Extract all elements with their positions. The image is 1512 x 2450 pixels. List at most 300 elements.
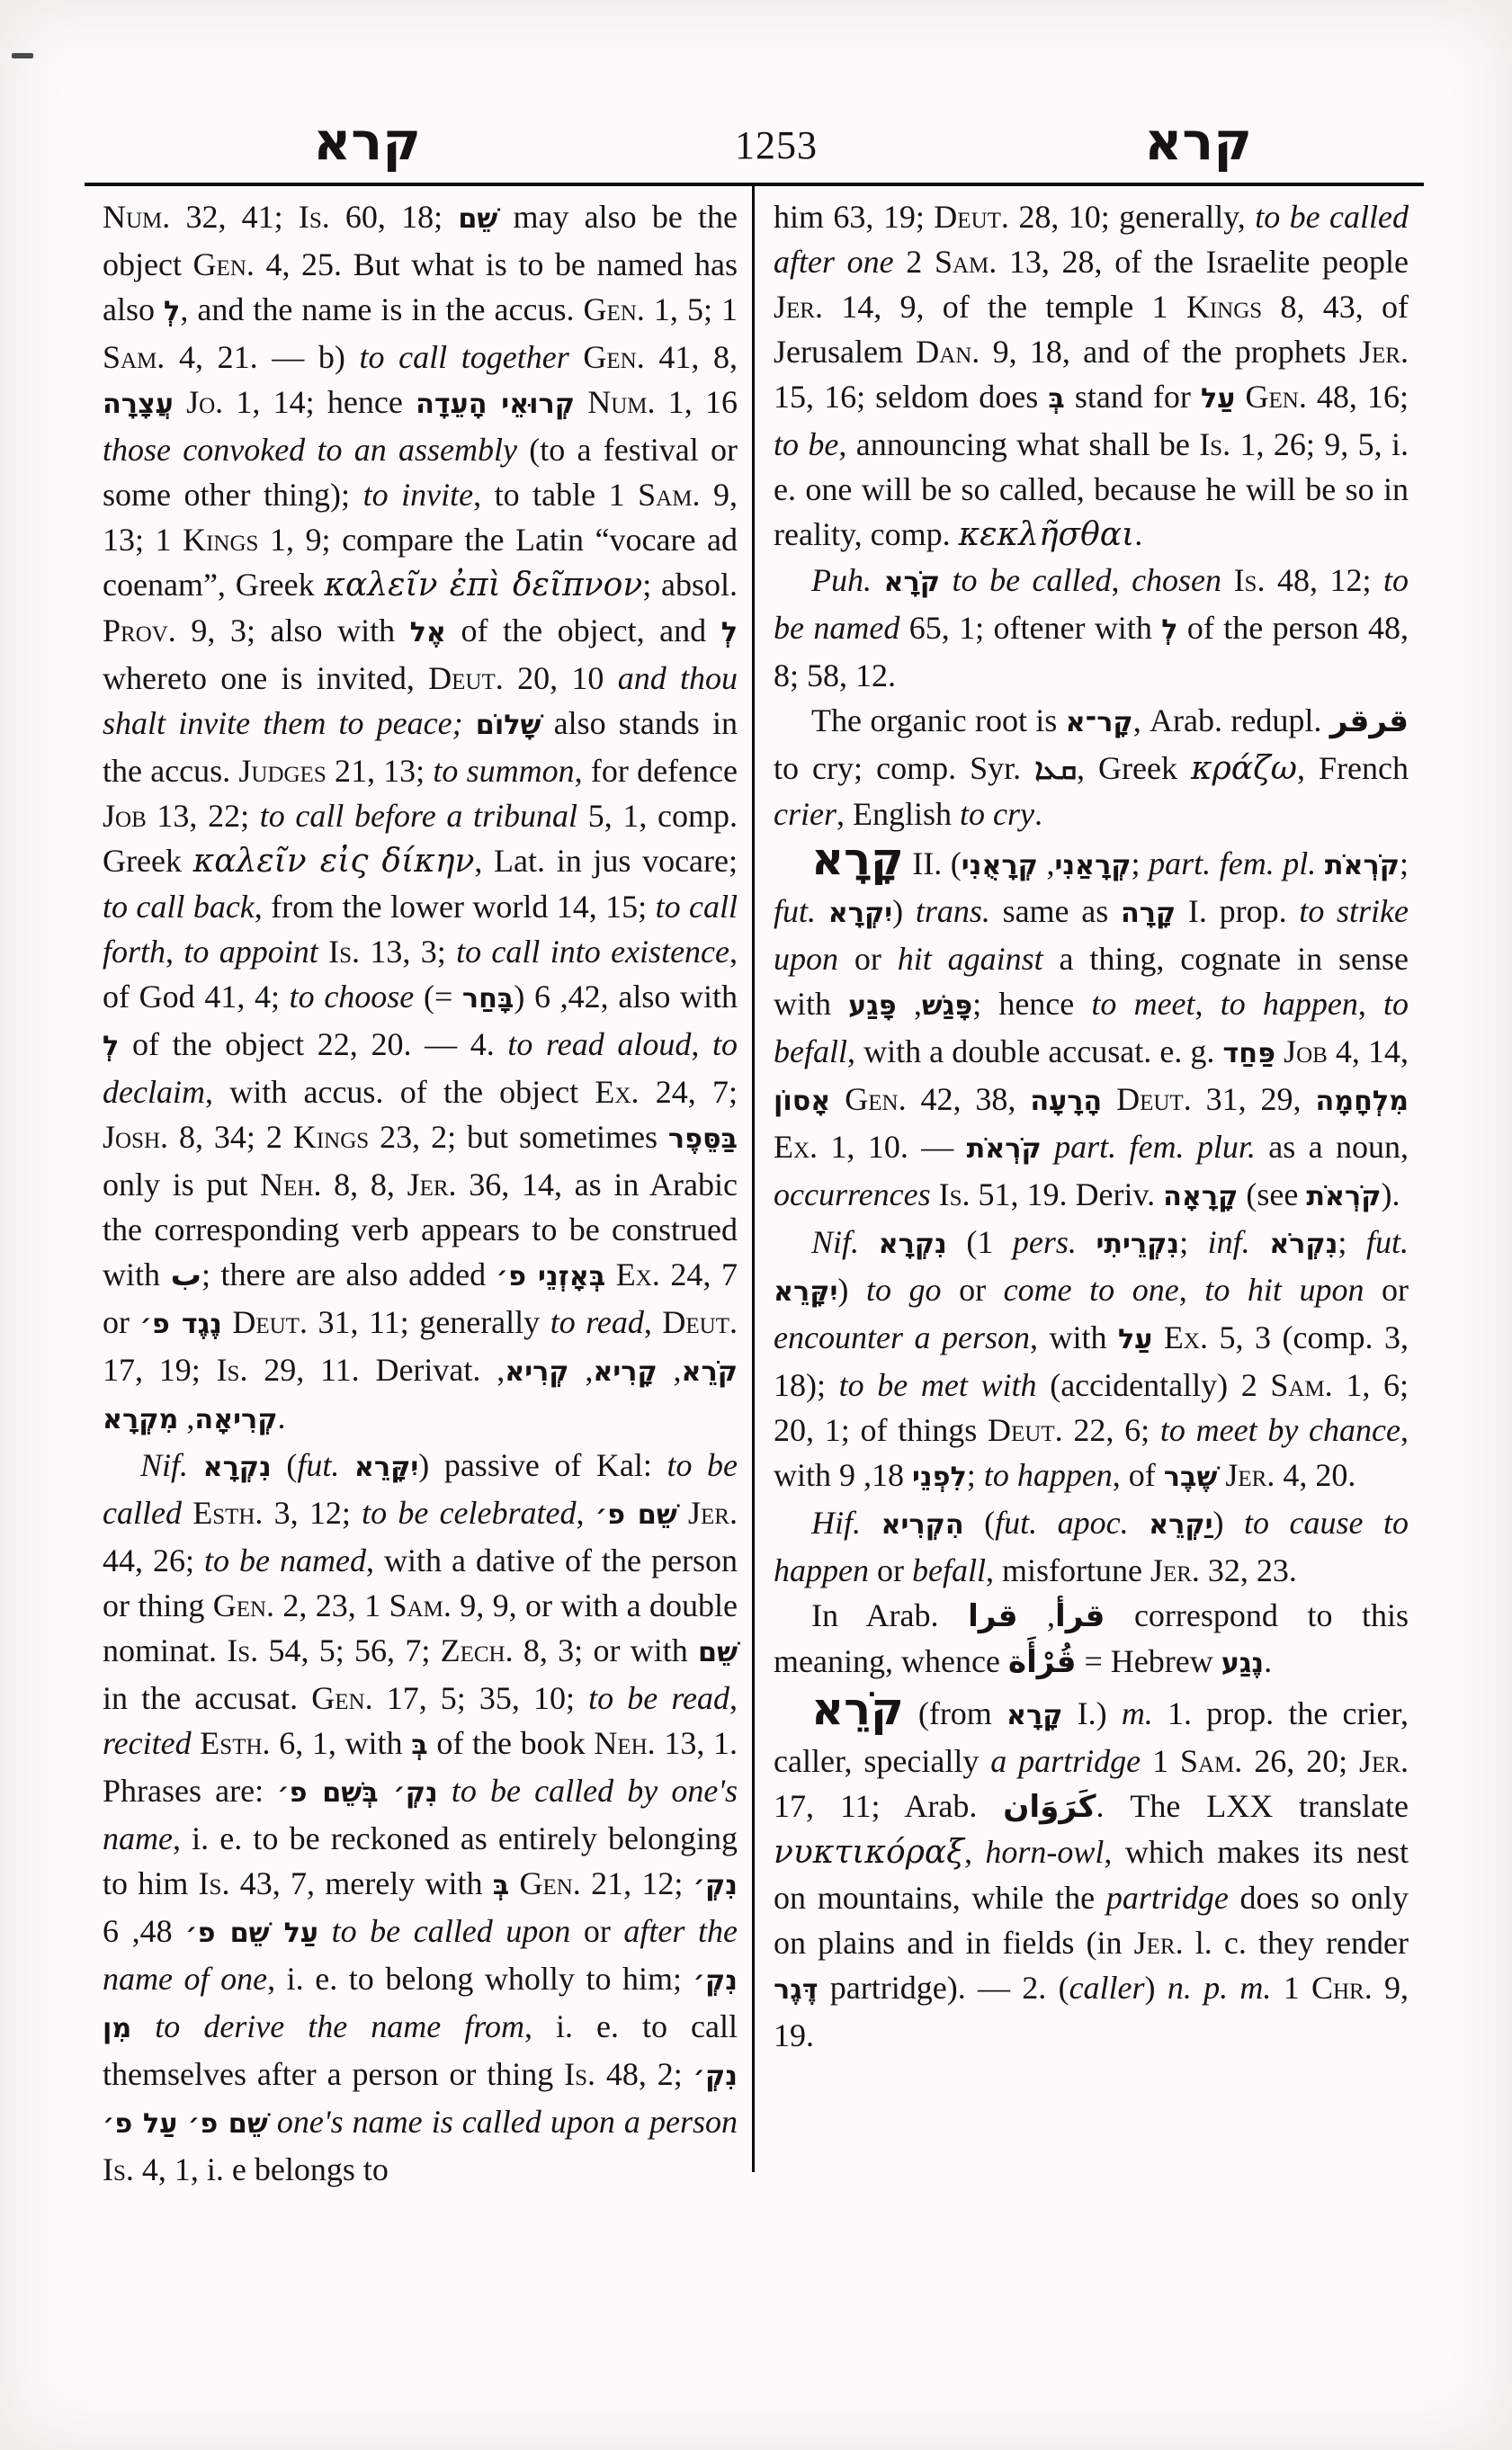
text-run: Is. — [1199, 426, 1231, 462]
text-run: Chr. — [1311, 1970, 1373, 2006]
text-run: Hif. — [811, 1505, 862, 1541]
text-run: قرا — [968, 1598, 1018, 1634]
text-run: קֹרְאֹת — [966, 1133, 1042, 1165]
text-run: Is. — [564, 2056, 595, 2092]
text-run: Gen. — [583, 291, 645, 327]
text-run: to invite — [362, 477, 474, 513]
text-run: Deut. — [232, 1304, 308, 1340]
text-run: , Greek — [1076, 750, 1192, 786]
text-run: ). — [1381, 1176, 1400, 1212]
text-run: קֹרָא — [883, 567, 941, 598]
text-run: same as — [989, 893, 1121, 929]
text-run: 28, 10; generally, — [1008, 199, 1256, 235]
text-run: قرقر — [1329, 703, 1409, 739]
text-run: 22, 6; — [1062, 1412, 1160, 1448]
text-run: עַל — [1118, 1324, 1153, 1355]
paragraph — [774, 1593, 1409, 1686]
text-run: Kings — [183, 522, 259, 558]
text-run — [463, 705, 476, 741]
paragraph — [774, 1500, 1409, 1593]
paragraph — [103, 1443, 738, 2192]
text-run: Neh. — [594, 1725, 656, 1761]
text-run: قُرْأَة — [1007, 1644, 1077, 1680]
text-run: 8, 34; 2 — [168, 1119, 293, 1155]
text-run: 15, 16; seldom does — [774, 379, 1049, 415]
text-run: to befall — [774, 986, 1409, 1069]
text-run: in the accusat. — [103, 1680, 312, 1716]
text-run: בַּסֵּפֶר — [667, 1123, 738, 1155]
text-run: ( — [963, 1505, 996, 1541]
left-column — [103, 194, 738, 2192]
text-run: 5, 1, comp. Greek — [103, 798, 738, 879]
text-run: 44, 26; — [103, 1542, 205, 1578]
text-run: 41, 8, — [644, 339, 738, 375]
text-run: יַקְרֵא — [1149, 1509, 1213, 1541]
text-run: partridge). — 2. ( — [818, 1970, 1069, 2006]
text-run: I.) — [1062, 1695, 1122, 1731]
text-run: (accidentally) 2 — [1036, 1367, 1271, 1403]
text-run: Ex. — [595, 1074, 640, 1110]
text-run: , — [166, 934, 184, 970]
text-run — [569, 339, 584, 375]
text-run: Josh. — [103, 1119, 169, 1155]
text-run: קֹרְאֹת — [1306, 1181, 1382, 1212]
text-run: נִקְרָא — [202, 1452, 272, 1483]
text-run: (see — [1238, 1176, 1307, 1212]
text-run: ; — [1399, 845, 1409, 881]
text-run: נִקְ׳ מִן — [103, 1965, 738, 2044]
text-run: . — [1264, 1643, 1273, 1679]
text-run: Jer. — [1133, 1925, 1184, 1961]
text-run: to read aloud — [507, 1026, 692, 1062]
text-run: Neh. — [260, 1167, 322, 1203]
text-run: Kings — [1185, 289, 1263, 325]
text-run: 4, 20. — [1275, 1457, 1356, 1493]
text-run: נִקְרָא — [878, 1229, 947, 1260]
text-run: to happen — [1220, 986, 1358, 1022]
text-run: him 63, 19; — [774, 199, 935, 235]
text-run: 14, 9, of the temple 1 — [822, 289, 1186, 325]
text-run: to happen — [983, 1457, 1113, 1493]
text-run: קָרָא — [811, 833, 904, 885]
text-run: ; — [1338, 1224, 1366, 1260]
text-run: καλεῖν ἐπὶ δεῖπνον — [324, 567, 643, 604]
text-run: Kings — [292, 1119, 370, 1155]
paragraph — [774, 1683, 1409, 2058]
text-run: קֹרְאֹת — [1324, 850, 1400, 881]
text-run: (from — [903, 1695, 1007, 1731]
text-run — [677, 1495, 688, 1531]
text-run: caller — [1069, 1970, 1145, 2006]
text-run: ( — [271, 1447, 298, 1483]
text-run — [131, 2008, 155, 2044]
text-run: to choose — [289, 979, 415, 1015]
text-run: 17, 19; — [103, 1352, 217, 1388]
text-run — [575, 384, 587, 420]
text-run: , i. e. to be reckoned as entirely belonging to him — [103, 1820, 738, 1901]
text-run: 31, 11; generally — [308, 1304, 550, 1340]
text-run: Gen. — [845, 1081, 907, 1117]
text-run: to be called upon — [331, 1913, 571, 1949]
text-run: = Hebrew — [1076, 1643, 1221, 1679]
text-run: 8, 43, of Jerusalem — [774, 289, 1409, 370]
text-run: 1 — [1271, 1970, 1311, 2006]
text-run: ; — [1179, 1224, 1208, 1260]
text-run: לְ — [103, 1031, 120, 1062]
text-run: 24, 7 or — [103, 1256, 738, 1340]
text-run: Jer. — [1225, 1457, 1275, 1493]
text-run: 8, 3; or with — [513, 1632, 699, 1668]
text-run: II. ( — [903, 845, 962, 881]
text-run: Gen. — [583, 339, 645, 375]
text-run: נִקְרֹא — [1269, 1229, 1338, 1260]
text-run: בְּאָזְנֵי פ׳ — [496, 1261, 606, 1292]
text-run: שֶׁבֶר — [1163, 1462, 1218, 1493]
text-run: n. p. m. — [1167, 1970, 1272, 2006]
text-run: נֶגֶד פ׳ — [139, 1309, 222, 1340]
text-run: to declaim — [103, 1026, 738, 1110]
text-run: after the name of one — [103, 1913, 738, 1997]
text-run: to call forth — [103, 889, 738, 970]
text-run: נֶגַע — [1221, 1648, 1265, 1679]
text-run: 9, 3; also with — [175, 612, 410, 648]
text-run — [222, 1304, 233, 1340]
text-run: , misfortune — [985, 1552, 1150, 1588]
text-run: to cry; comp. Syr. — [774, 750, 1035, 786]
text-run: or — [1364, 1272, 1409, 1308]
text-run: , with a double accusat. e. g. — [846, 1033, 1223, 1069]
text-run: Num. — [587, 384, 656, 420]
text-run: only is put — [103, 1167, 261, 1203]
text-run: 1, 6; 20, 1; of things — [774, 1367, 1409, 1448]
text-run: 60, 18; — [329, 199, 459, 235]
text-run — [268, 2104, 277, 2140]
text-run — [1077, 1224, 1096, 1260]
paragraph — [774, 833, 1409, 1220]
text-run: those convoked to an assembly — [103, 432, 517, 468]
text-run: to derive the name from — [155, 2008, 524, 2044]
text-run: קֹרֵא — [811, 1683, 904, 1735]
text-run: , announcing what shall be — [838, 426, 1200, 462]
text-run — [318, 934, 328, 970]
text-run: ; — [1131, 845, 1150, 881]
text-run: ب — [170, 1257, 201, 1293]
text-run: to cause to happen — [774, 1505, 1409, 1588]
text-run: νυκτικόραξ — [774, 1834, 964, 1871]
text-run: Gen. — [212, 1587, 275, 1623]
text-run: Deut. — [934, 199, 1009, 235]
text-run: to be celebrated — [362, 1495, 577, 1531]
text-run: Job — [1284, 1033, 1328, 1069]
text-run: לְ — [164, 296, 181, 327]
scan-artifact — [12, 53, 33, 58]
text-run: to be named — [204, 1542, 367, 1578]
text-run: Is. — [103, 2151, 134, 2187]
text-run: Sam. — [1179, 1743, 1243, 1779]
text-run: to meet by chance — [1159, 1412, 1400, 1448]
text-run: קְרָאַנִי — [1054, 850, 1132, 881]
text-run: The organic root is — [811, 702, 1066, 738]
text-run: לְ — [720, 617, 738, 648]
text-run: בְּ — [411, 1730, 428, 1761]
text-run: 9, 19. — [774, 1970, 1409, 2053]
text-run: 20, 10 — [503, 660, 618, 696]
text-run: Is. — [328, 934, 360, 970]
text-run: 48, 12; — [1265, 562, 1384, 598]
text-run: κεκλῆσθαι — [958, 516, 1135, 553]
text-run: 48, 16; — [1306, 379, 1409, 415]
text-run — [940, 562, 953, 598]
running-headword-left: קרא — [313, 111, 421, 172]
text-run: שֵׁם — [698, 1637, 738, 1668]
text-run: 23, 2; but sometimes — [369, 1119, 668, 1155]
text-run: , from the lower world 14, 15; — [254, 889, 656, 925]
text-run: Esth. — [200, 1725, 271, 1761]
text-run — [859, 1224, 879, 1260]
text-run: Prov. — [103, 612, 176, 648]
text-run: 1, 26; 9, 5, i. e. one will be so called, because he will be so in reality, comp. — [774, 426, 1409, 552]
text-run: Deut. — [662, 1304, 738, 1340]
text-run: horn-owl — [985, 1834, 1105, 1870]
paragraph — [774, 698, 1409, 836]
text-run: ) 42, 6, also with — [514, 979, 738, 1015]
text-run: , of — [1112, 1457, 1164, 1493]
text-run: Jer. — [1150, 1552, 1200, 1588]
text-run: also stands in the accus. — [103, 705, 738, 789]
text-run: הִקְרִיא — [881, 1509, 964, 1541]
text-run — [1221, 562, 1234, 598]
text-run: 1 — [1141, 1743, 1180, 1779]
text-run: of the object 22, 20. — 4. — [119, 1026, 508, 1062]
text-run: 13, 3; — [360, 934, 457, 970]
text-run: to summon — [433, 753, 575, 789]
text-run: to be met with — [838, 1367, 1037, 1403]
text-run — [509, 1865, 519, 1901]
text-run: pers. — [1012, 1224, 1077, 1260]
text-run: Ex. — [1163, 1319, 1208, 1355]
text-run: 1, 5; 1 — [644, 291, 738, 327]
text-run: Puh. — [811, 562, 872, 598]
text-run: Gen. — [311, 1680, 373, 1716]
text-run: correspond to this meaning, whence — [774, 1597, 1409, 1679]
paragraph — [774, 1220, 1409, 1500]
text-run: 5, 3 (comp. 3, 18); — [774, 1319, 1409, 1403]
text-run: (= — [414, 979, 462, 1015]
text-run: of the person 48, 8; 58, 12. — [774, 610, 1409, 693]
text-run: , French — [1296, 750, 1409, 786]
text-run: قرأ — [1055, 1598, 1105, 1634]
text-run: Sam. — [389, 1587, 452, 1623]
text-run: ) — [837, 1272, 866, 1308]
text-run: to cry — [960, 796, 1034, 832]
text-run: ; there are also added — [201, 1256, 497, 1292]
text-run: 4, 21. — b) — [165, 339, 360, 375]
text-run: 17, 11; Arab. — [774, 1788, 1004, 1824]
text-run: to be named — [774, 562, 1409, 646]
text-run: מִקְרָא — [103, 1404, 179, 1435]
text-run: קְרָאֻנִי — [961, 850, 1038, 881]
text-run: Nif. — [811, 1224, 860, 1260]
text-run: נִקְ׳ שֵׁם פ׳ עַל פ׳ — [103, 2061, 738, 2140]
text-run: פַּחַד — [1222, 1038, 1275, 1069]
text-run: , — [657, 1352, 682, 1388]
text-run: Ex. — [774, 1129, 819, 1165]
text-run: שָׁלוֹם — [475, 710, 541, 741]
text-run: , which makes its nest on mountains, while the — [774, 1834, 1409, 1916]
text-run: , with accus. of the object — [204, 1074, 595, 1110]
text-run: l. c. they render — [1183, 1925, 1409, 1961]
text-run: , — [1017, 1597, 1056, 1633]
text-run: occurrences — [774, 1176, 931, 1212]
text-run: καλεῖν εἰς δίκην — [192, 843, 475, 880]
text-run: 42, 38, — [906, 1081, 1031, 1117]
text-run: , for defence — [574, 753, 738, 789]
text-run: and thou shalt invite them to peace; — [103, 660, 738, 741]
text-run: to be called — [103, 1447, 738, 1531]
text-run: Nif. — [140, 1447, 189, 1483]
text-run: Is. — [216, 1352, 248, 1388]
text-run: נִקְ׳ בְּשֵׁם פ׳ — [277, 1777, 438, 1809]
text-run: , — [1037, 845, 1055, 881]
text-run: , — [1178, 1272, 1205, 1308]
text-run: , — [1357, 986, 1383, 1022]
text-run: , — [964, 1834, 986, 1870]
text-body — [103, 194, 1409, 2192]
page-number: 1253 — [735, 123, 818, 167]
text-run: Is. — [227, 1632, 259, 1668]
text-run: partridge — [1105, 1880, 1229, 1916]
text-run: Jer. — [1359, 1743, 1409, 1779]
text-run — [1275, 1033, 1284, 1069]
text-run — [1235, 379, 1245, 415]
paragraph — [103, 194, 738, 1443]
text-run: 4, 1, i. e belongs to — [133, 2151, 389, 2187]
text-run: to appoint — [183, 934, 318, 970]
text-run: does so only on plains and in fields (in — [774, 1880, 1409, 1961]
text-run — [605, 1256, 616, 1292]
text-run: a thing, cognate in sense with — [774, 941, 1409, 1022]
text-run: 1, 10. — — [818, 1129, 967, 1165]
text-run: part. fem. plur. — [1054, 1129, 1256, 1165]
text-run: Gen. — [1245, 379, 1307, 415]
text-run: נִקְ׳ עַל שֵׁם פ׳ — [185, 1870, 738, 1949]
text-run — [861, 1505, 881, 1541]
text-run: or — [838, 941, 898, 977]
text-run: a partridge — [990, 1743, 1141, 1779]
text-run: קְרִיא — [505, 1356, 569, 1388]
text-run — [438, 1773, 452, 1809]
text-run: كَرَوَان — [1003, 1789, 1096, 1825]
text-run: to be read — [588, 1680, 729, 1716]
text-run: or — [868, 1552, 912, 1588]
text-run: to be called by one's name — [103, 1773, 738, 1856]
text-run: m. — [1121, 1695, 1153, 1731]
text-run: , — [568, 1352, 594, 1388]
text-run: בָּחַר — [461, 983, 514, 1015]
text-run: 4, 25. But what is to be named has also — [103, 246, 738, 327]
text-run: , — [729, 1680, 738, 1716]
text-run: part. fem. pl. — [1149, 845, 1317, 881]
text-run: Jer. — [774, 289, 823, 325]
text-run: 29, 11. Derivat. — [247, 1352, 497, 1388]
text-run — [1316, 845, 1325, 881]
text-run: 21, 13; — [326, 753, 434, 789]
text-run: 3, 12; — [263, 1495, 362, 1531]
text-run: , to table 1 — [473, 477, 639, 513]
text-run: 6, 1, with — [270, 1725, 412, 1761]
text-run: or — [570, 1913, 624, 1949]
text-run: 1, 16 — [655, 384, 738, 420]
text-run: . — [1033, 796, 1042, 832]
text-run: ; absol. — [642, 567, 738, 603]
text-run: as a noun, — [1255, 1129, 1409, 1165]
text-run: , of God 41, 4; — [103, 934, 738, 1015]
text-run: Judges — [238, 753, 327, 789]
text-run: whereto one is invited, — [103, 660, 429, 696]
text-run: inf. — [1207, 1224, 1250, 1260]
text-run: , Lat. in jus vocare; — [474, 843, 738, 879]
text-run: 51, 19. Deriv. — [970, 1176, 1164, 1212]
text-run: 9, 18, and of the prophets — [980, 334, 1360, 370]
text-run: fut. apoc. — [995, 1505, 1129, 1541]
text-run: trans. — [915, 893, 990, 929]
text-run: to be — [774, 426, 839, 462]
text-run: ) — [1212, 1505, 1245, 1541]
text-run: , — [576, 1495, 595, 1531]
text-run: Ex. — [615, 1256, 660, 1292]
text-run: . The LXX translate — [1096, 1788, 1409, 1824]
text-run: stand for — [1064, 379, 1202, 415]
text-run: may also be the object — [103, 199, 738, 282]
text-run: Is. — [1233, 562, 1266, 598]
text-run: Zech. — [440, 1632, 514, 1668]
text-run — [1152, 1319, 1164, 1355]
text-run — [174, 384, 186, 420]
text-run: Dan. — [916, 334, 980, 370]
text-run: , — [1194, 986, 1221, 1022]
text-run — [1129, 1505, 1150, 1541]
text-run — [339, 1447, 354, 1483]
text-run: קָרָה — [1120, 898, 1176, 929]
text-run: פָּגַשׁ — [921, 990, 973, 1022]
text-run: 48, 2; — [595, 2056, 693, 2092]
text-run: Is. — [298, 199, 330, 235]
text-run: hit against — [897, 941, 1043, 977]
text-run: אֶל — [409, 617, 446, 648]
text-run: encounter a person — [774, 1319, 1030, 1355]
text-run: , Arab. redupl. — [1132, 702, 1330, 738]
text-run: 1, 14; hence — [223, 384, 416, 420]
text-run: יִקָּרֵא — [353, 1452, 419, 1483]
text-run: , i. e. to call themselves after a person or thing — [103, 2008, 738, 2092]
text-run: 65, 1; oftener with — [899, 610, 1162, 646]
text-run: of the object, and — [445, 612, 721, 648]
text-run: Gen. — [519, 1865, 581, 1901]
text-run: קָר־א — [1065, 707, 1133, 738]
text-run: or — [941, 1272, 1004, 1308]
text-run: to call together — [359, 339, 569, 375]
text-run: 36, 14, as in Arabic the corresponding verb appears to be construed with — [103, 1167, 738, 1292]
paragraph — [774, 558, 1409, 698]
text-run: to be called — [952, 562, 1112, 598]
text-run: Jo. — [186, 384, 224, 420]
text-run: 13, 28, of the Israelite people — [997, 244, 1409, 280]
text-run: Jer. — [688, 1495, 738, 1531]
text-run: Esth. — [192, 1495, 264, 1531]
text-run: , and the name is in the accus. — [180, 291, 584, 327]
text-run — [830, 1081, 845, 1117]
text-run: Sam. — [1270, 1367, 1333, 1403]
